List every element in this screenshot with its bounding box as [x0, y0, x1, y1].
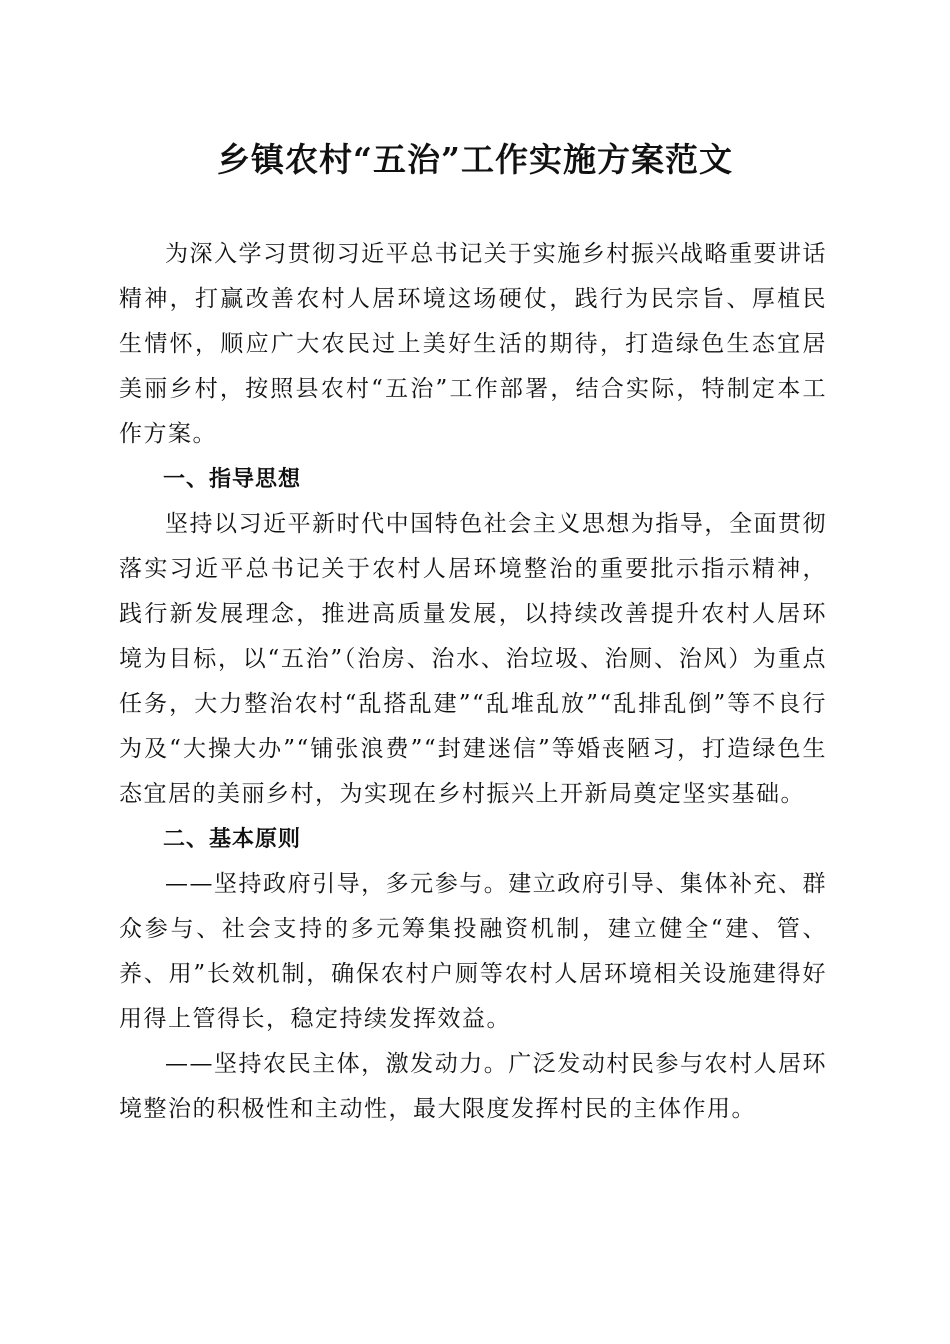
- section-heading-guiding-ideology: 一、指导思想: [163, 467, 302, 492]
- principle-farmer-subject-paragraph: ——坚持农民主体，激发动力。广泛发动村民参与农村人居环境整治的积极性和主动性，最大限度发挥村民的主体作用。: [119, 1051, 827, 1122]
- intro-paragraph: 为深入学习贯彻习近平总书记关于实施乡村振兴战略重要讲话精神，打赢改善农村人居环境这场硬仗，践行为民宗旨、厚植民生情怀，顺应广大农民过上美好生活的期待，打造绿色生态宜居美丽乡村，按照县农村“五治”工作部署，结合实际，特制定本工作方案。: [119, 241, 827, 447]
- section-heading-basic-principles: 二、基本原则: [163, 827, 302, 852]
- document-body: [119, 232, 827, 1132]
- document-title: 乡镇农村“五治”工作实施方案范文: [217, 140, 733, 179]
- principle-government-guidance-paragraph: ——坚持政府引导，多元参与。建立政府引导、集体补充、群众参与、社会支持的多元筹集投融资机制，建立健全“建、管、养、用”长效机制，确保农村户厕等农村人居环境相关设施建得好用得上管得长，稳定持续发挥效益。: [119, 871, 827, 1032]
- guiding-ideology-paragraph: 坚持以习近平新时代中国特色社会主义思想为指导，全面贯彻落实习近平总书记关于农村人居环境整治的重要批示指示精神，践行新发展理念，推进高质量发展，以持续改善提升农村人居环境为目标，以“五治”（治房、治水、治垃圾、治厕、治风）为重点任务，大力整治农村“乱搭乱建”“乱堆乱放”“乱排乱倒”等不良行为及“大操大办”“铺张浪费”“封建迷信”等婚丧陋习，打造绿色生态宜居的美丽乡村，为实现在乡村振兴上开新局奠定坚实基础。: [119, 511, 827, 807]
